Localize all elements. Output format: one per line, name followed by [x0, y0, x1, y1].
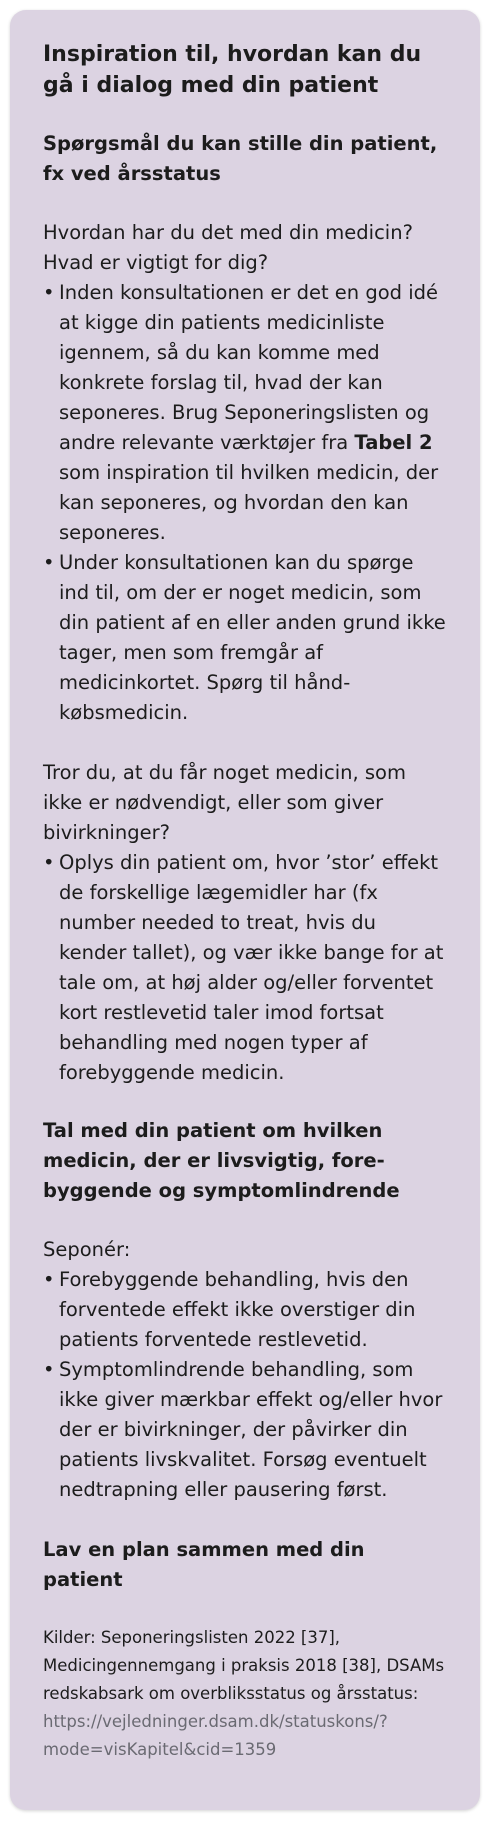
bullet-list	[43, 278, 448, 728]
section-heading-plan: Lav en plan sammen med din patient	[43, 1538, 365, 1591]
sources-link[interactable]: https://vejledninger.dsam.dk/statuskons/?mode=visKapitel&cid=1359	[43, 1712, 388, 1759]
list-item: • Inden konsultationen er det en god idé at kigge din patients medicinliste igennem, så du kan komme med konkrete forslag til, hvad der kan seponeres. Brug Seponeringslisten og andre relevante værktøjer fra Tabel 2 som inspiration til hvilken medicin, der kan seponeres, og hvordan den kan seponeres.	[43, 278, 448, 548]
list-item: • Symptomlindrende behandling, som ikke giver mærkbar effekt og/eller hvor der er bivirkninger, der påvirker din patients livskvalitet. Forsøg eventuelt nedtrapning eller pausering først.	[43, 1355, 448, 1505]
list-item: • Oplys din patient om, hvor ’stor’ effekt de forskellige lægemidler har (fx number needed to treat, hvis du kender tallet), og vær ikke bange for at tale om, at høj alder og/eller forventet kort restlevetid taler imod fortsat behandling med nogen typer af forebyggende medicin.	[43, 848, 448, 1088]
question-text: Tror du, at du får noget medicin, som ikke er nødvendigt, eller som giver bivirkninger?	[43, 761, 406, 844]
info-box	[10, 10, 480, 1810]
sources-note: Kilder: Seponeringslisten 2022 [37], Medicingennemgang i praksis 2018 [38], DSAMs redskabsark om overbliksstatus og årsstatus: https://vejledninger.dsam.dk/statuskons/?mode=visKapitel&cid=1359	[43, 1628, 445, 1759]
list-item: • Forebyggende behandling, hvis den forventede effekt ikke overstiger din patients forventede restlevetid.	[43, 1265, 448, 1355]
seponer-label: Seponér:	[43, 1238, 131, 1261]
bullet-list	[43, 1265, 448, 1505]
list-item: • Under konsultationen kan du spørge ind til, om der er noget medicin, som din patient af en eller anden grund ikke tager, men som fremgår af medicinkortet. Spørg til håndkøbsmedicin.	[43, 548, 448, 728]
section-heading-questions: Spørgsmål du kan stille din patient, fx ved årsstatus	[43, 132, 438, 185]
box-title: Inspiration til, hvordan kan du gå i dialog med din patient	[43, 42, 422, 98]
question-text: Hvordan har du det med din medicin? Hvad er vigtigt for dig?	[43, 221, 413, 274]
section-heading-medicine: Tal med din patient om hvilken medicin, der er livsvigtig, forebyggende og symptomlindrende	[43, 1119, 400, 1202]
table-reference: Tabel 2	[354, 431, 433, 454]
bullet-list	[43, 848, 448, 1088]
